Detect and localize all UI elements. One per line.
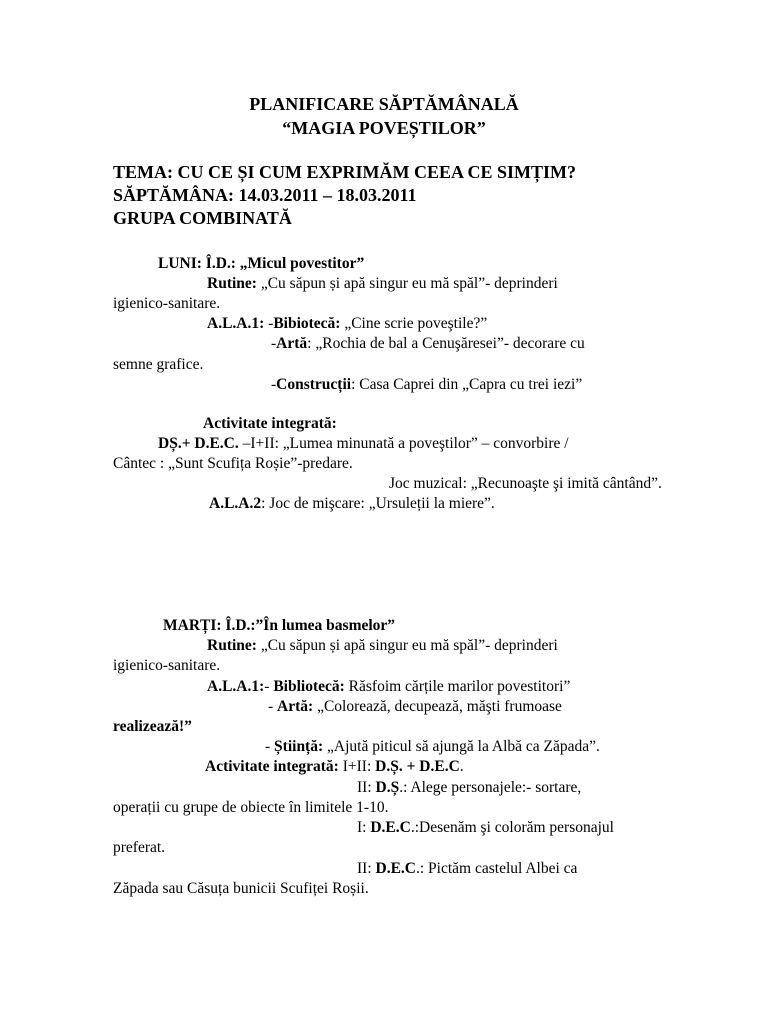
luni-arta: -Artă: „Rochia de bal a Cenuşăresei”- decorare cu (271, 335, 585, 352)
marti-rutine-cont: igienico-sanitare. (113, 657, 221, 674)
marti-heading: MARȚI: Î.D.:”În lumea basmelor” (163, 617, 396, 634)
luni-ds-dec: DȘ.+ D.E.C. –I+II: „Lumea minunată a poveştilor” – convorbire / (158, 435, 569, 452)
luni-constructii: -Construcții: Casa Caprei din „Capra cu trei iezi” (271, 376, 583, 393)
marti-ala1-biblioteca: A.L.A.1:- Bibliotecă: Răsfoim cărțile marilor povestitori” (207, 678, 571, 695)
luni-integrata-heading: Activitate integrată: (203, 415, 337, 432)
luni-ala1-biblioteca: A.L.A.1: -Bibiotecă: „Cine scrie poveştile?” (207, 315, 488, 332)
luni-ala2: A.L.A.2: Joc de mişcare: „Ursuleții la miere”. (209, 495, 495, 512)
luni-heading: LUNI: Î.D.: „Micul povestitor” (158, 255, 365, 272)
marti-i-dec-cont: preferat. (113, 839, 166, 856)
page-title: PLANIFICARE SĂPTĂMÂNALĂ (249, 94, 519, 114)
luni-cantec: Cântec : „Sunt Scufița Roșie”-predare. (113, 455, 353, 472)
luni-rutine: Rutine: „Cu săpun și apă singur eu mă spăl”- deprinderi (207, 275, 558, 292)
marti-stiinta: - Știință: „Ajută piticul să ajungă la Albă ca Zăpada”. (265, 738, 600, 755)
luni-arta-cont: semne grafice. (113, 356, 204, 373)
marti-integrata: Activitate integrată: I+II: D.Ș. + D.E.C. (205, 758, 464, 775)
saptamana-line: SĂPTĂMÂNA: 14.03.2011 – 18.03.2011 (113, 185, 417, 205)
marti-i-dec: I: D.E.C.:Desenăm şi colorăm personajul (357, 819, 614, 836)
marti-arta: - Artă: „Colorează, decupează, măşti frumoase (268, 698, 562, 715)
marti-ii-ds-cont: operații cu grupe de obiecte în limitele 1-10. (113, 799, 389, 816)
page-subtitle: “MAGIA POVEȘTILOR” (282, 118, 486, 138)
marti-rutine: Rutine: „Cu săpun și apă singur eu mă spăl”- deprinderi (207, 637, 558, 654)
grupa-line: GRUPA COMBINATĂ (113, 208, 292, 228)
tema-line: TEMA: CU CE ȘI CUM EXPRIMĂM CEEA CE SIMȚIM? (113, 162, 577, 182)
luni-rutine-cont: igienico-sanitare. (113, 295, 221, 312)
luni-joc-muzical: Joc muzical: „Recunoaşte şi imită cântând”. (389, 475, 662, 492)
marti-ii-dec: II: D.E.C.: Pictăm castelul Albei ca (357, 860, 578, 877)
marti-ii-dec-cont: Zăpada sau Căsuța bunicii Scufiței Roșii. (113, 880, 369, 897)
marti-arta-cont: realizează!” (113, 718, 192, 735)
marti-ii-ds: II: D.Ș.: Alege personajele:- sortare, (357, 779, 582, 796)
